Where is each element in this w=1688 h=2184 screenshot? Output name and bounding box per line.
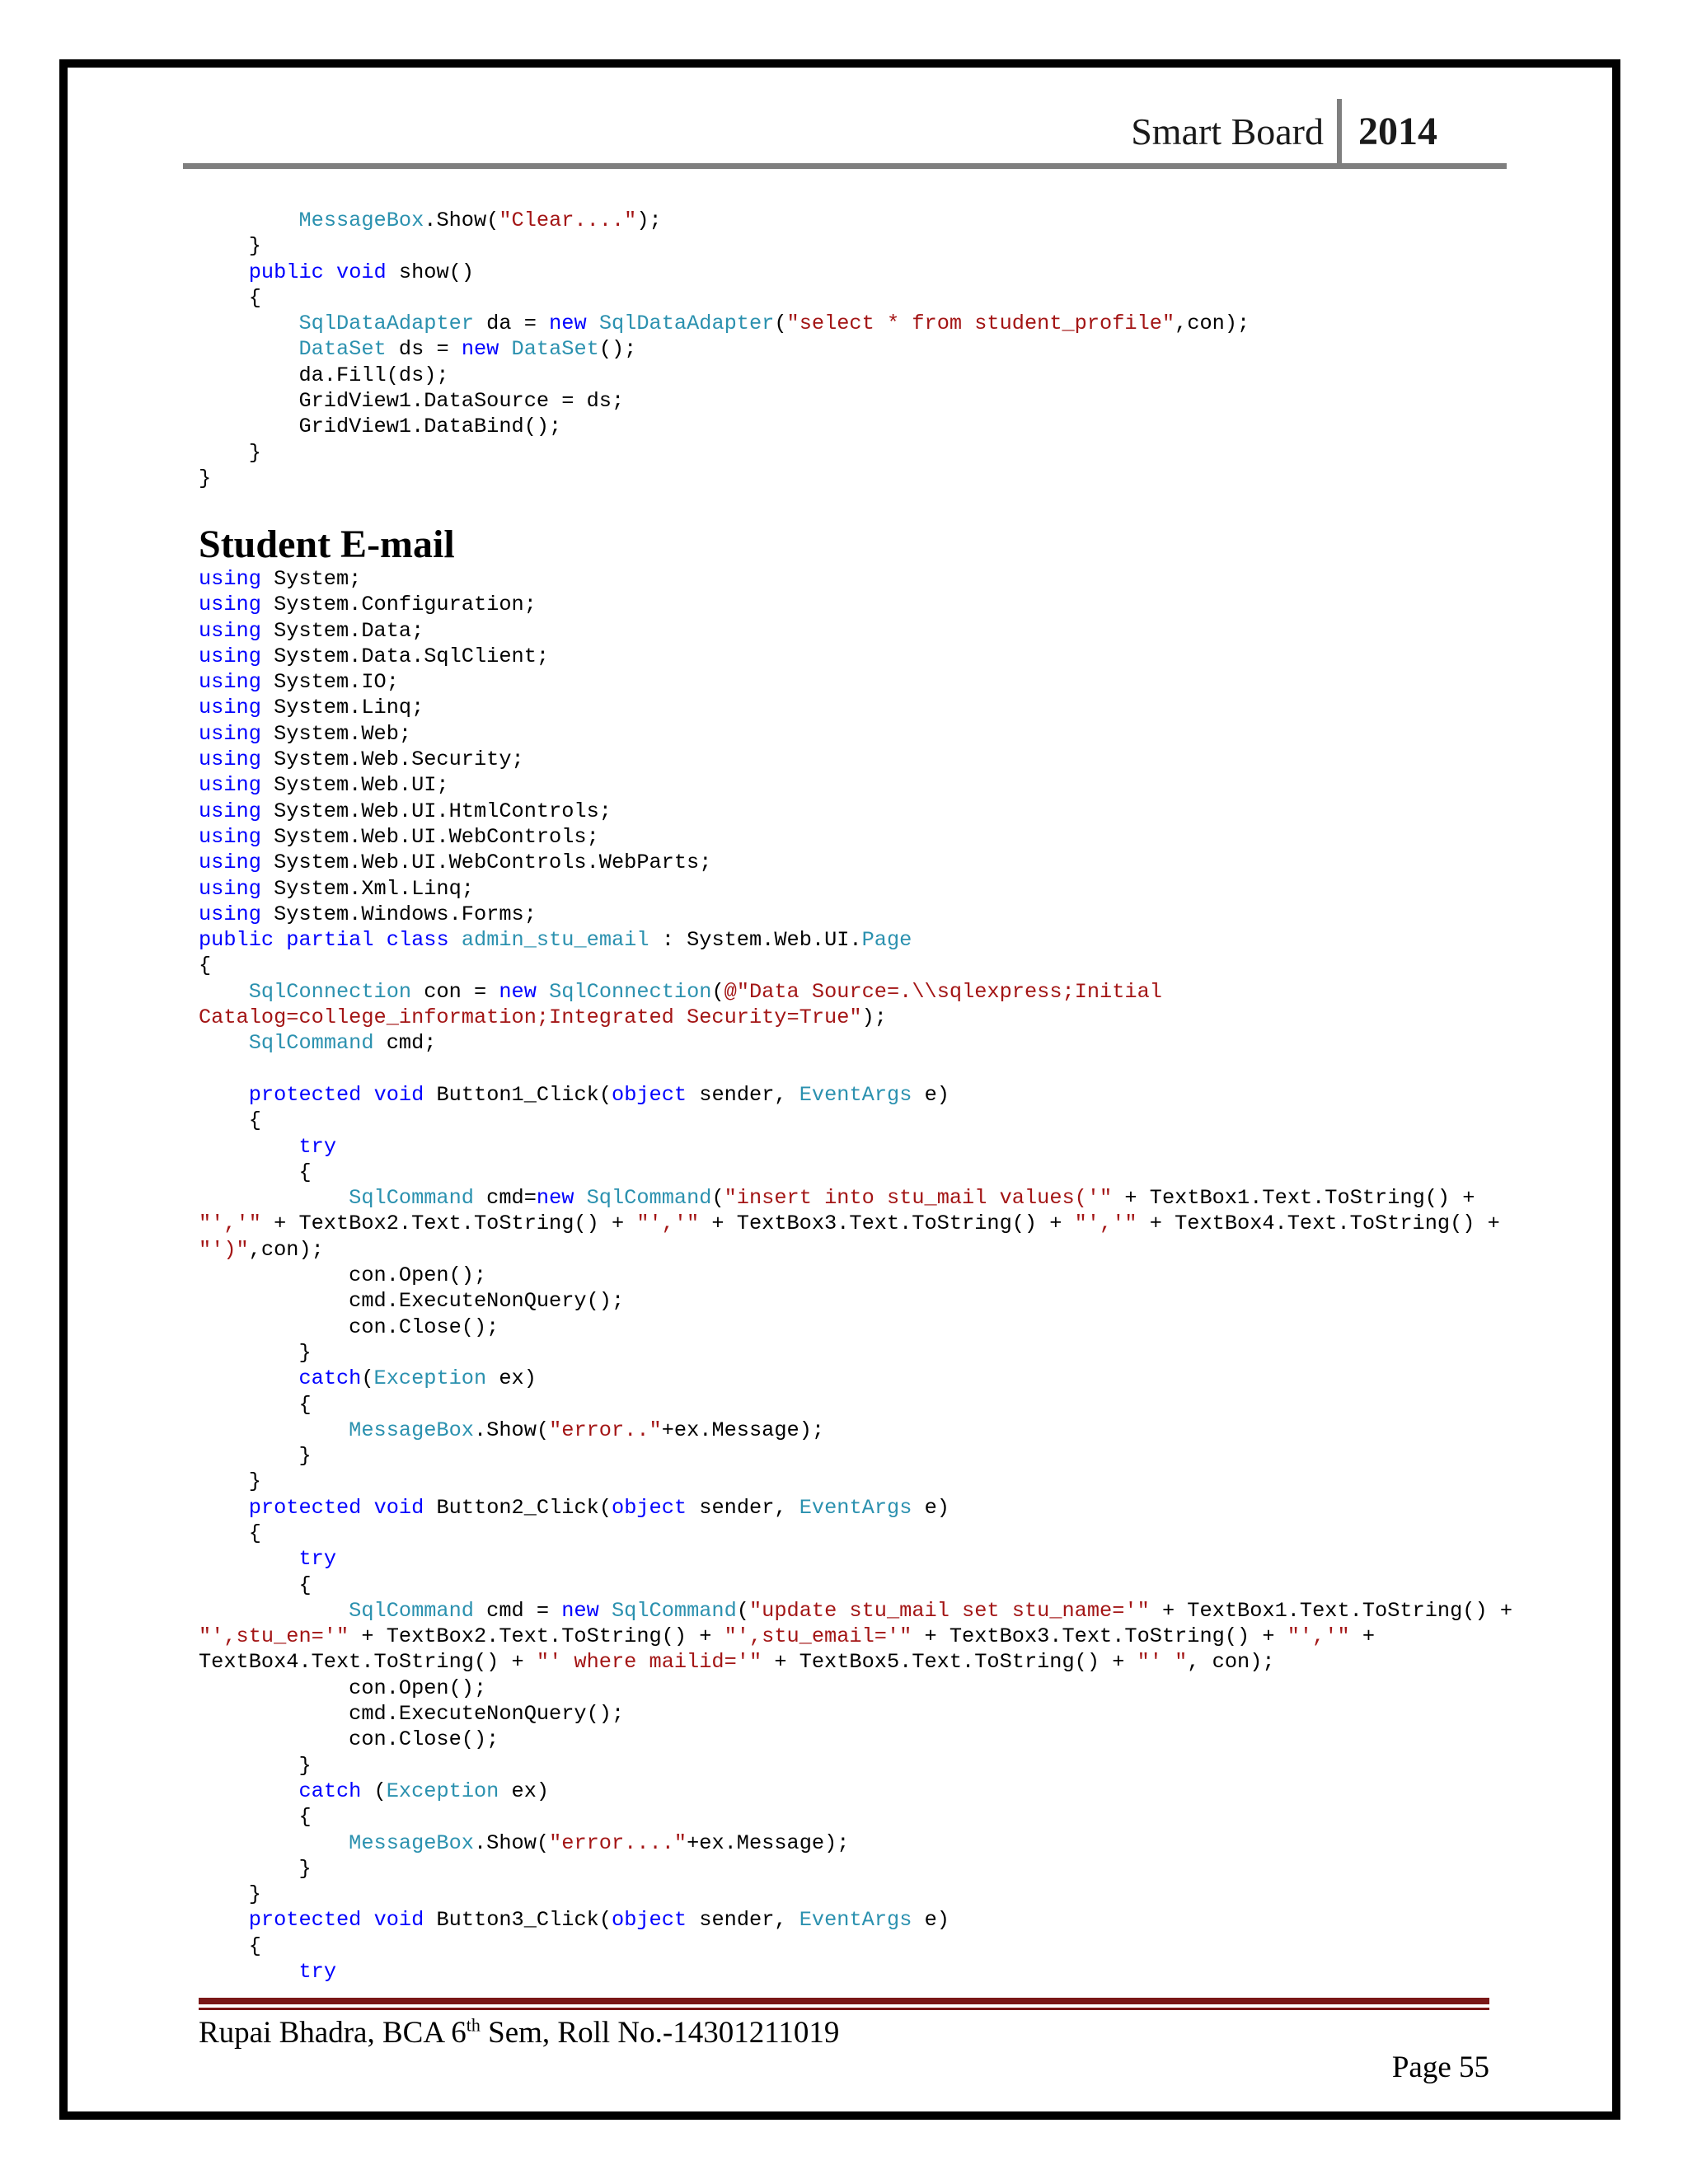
code-line: [199, 260, 474, 284]
code-token: "',stu_en='": [199, 1624, 349, 1649]
code-token: new: [499, 979, 537, 1004]
code-line: [199, 1650, 1275, 1674]
code-line: [199, 1393, 312, 1417]
code-token: System.Web.UI;: [260, 773, 449, 798]
code-line: [199, 644, 549, 668]
code-token: SqlCommand: [349, 1598, 474, 1623]
code-token: "')": [199, 1237, 249, 1262]
code-token: [537, 980, 549, 1004]
code-token: System.Web.UI.HtmlControls;: [260, 799, 612, 823]
code-token: (: [361, 1366, 374, 1391]
code-token: {: [199, 1160, 312, 1184]
code-token: [199, 337, 298, 361]
code-token: admin_stu_email: [461, 928, 649, 953]
code-token: void: [373, 1495, 424, 1520]
code-token: using: [199, 851, 261, 875]
code-token: using: [199, 567, 261, 591]
code-token: "error....": [549, 1830, 687, 1855]
code-token: (: [774, 312, 787, 336]
code-token: EventArgs: [799, 1082, 912, 1107]
code-token: Button3_Click(: [424, 1908, 612, 1933]
code-line: [199, 1521, 261, 1545]
code-token: Button1_Click(: [424, 1082, 612, 1107]
code-token: SqlCommand: [349, 1186, 474, 1211]
code-token: con.Close();: [199, 1315, 499, 1339]
code-token: }: [199, 1469, 261, 1494]
code-token: e): [912, 1495, 950, 1520]
code-token: {: [199, 1805, 312, 1830]
code-token: "' where mailid='": [536, 1650, 762, 1675]
code-token: sender,: [687, 1495, 799, 1520]
code-line: [199, 1727, 499, 1751]
code-token: [199, 1418, 349, 1442]
code-token: protected: [248, 1082, 362, 1107]
code-line: [199, 1805, 312, 1829]
code-token: ex): [499, 1779, 550, 1803]
code-token: SqlDataAdapter: [298, 312, 474, 336]
code-token: }: [199, 1753, 312, 1778]
code-token: da =: [473, 312, 550, 336]
code-token: TextBox4.Text.ToString() +: [199, 1650, 537, 1675]
code-line: [199, 286, 261, 310]
code-token: System.Web.Security;: [260, 748, 524, 772]
code-token: try: [298, 1960, 336, 1985]
code-token: [199, 209, 298, 232]
code-token: void: [373, 1082, 424, 1107]
code-line: [199, 466, 211, 490]
code-line: [199, 1186, 1475, 1210]
code-token: [199, 1599, 349, 1623]
code-token: {: [199, 285, 261, 310]
code-line: [199, 1418, 824, 1442]
code-token: Exception: [373, 1366, 487, 1391]
code-token: {: [199, 1933, 261, 1958]
code-token: using: [199, 902, 261, 926]
code-token: da.Fill(ds);: [199, 363, 449, 387]
code-token: "','": [636, 1212, 700, 1236]
code-token: ,con);: [248, 1237, 324, 1262]
code-token: protected: [248, 1908, 362, 1933]
code-line: [199, 928, 912, 952]
code-token: e): [912, 1908, 950, 1933]
code-token: catch: [298, 1366, 362, 1391]
code-token: [361, 1496, 373, 1520]
code-line: [199, 1702, 624, 1726]
code-token: using: [199, 670, 261, 695]
code-token: + TextBox1.Text.ToString() +: [1149, 1598, 1513, 1623]
code-token: [199, 1960, 298, 1984]
code-token: + TextBox1.Text.ToString() +: [1112, 1186, 1475, 1211]
code-line: [199, 1908, 950, 1932]
code-line: [199, 1469, 261, 1493]
code-line: [199, 1083, 950, 1107]
footer-author-prefix: Rupai Bhadra, BCA 6: [199, 2016, 467, 2050]
code-token: object: [612, 1908, 687, 1933]
code-line: [199, 337, 636, 361]
code-line: [199, 1444, 312, 1468]
code-line: [199, 1238, 324, 1262]
code-token: System;: [260, 567, 362, 591]
code-token: using: [199, 618, 261, 643]
code-line: [199, 1212, 1500, 1235]
code-token: class: [386, 928, 449, 953]
code-token: using: [199, 644, 261, 668]
code-line: [199, 902, 537, 926]
code-token: .Show(: [473, 1830, 550, 1855]
code-token: "','": [1287, 1624, 1350, 1649]
code-token: con.Close();: [199, 1727, 499, 1752]
code-line: [199, 696, 424, 719]
code-token: try: [298, 1134, 336, 1159]
code-token: + TextBox3.Text.ToString() +: [699, 1212, 1075, 1236]
code-token: );: [861, 1005, 887, 1030]
footer-rule-thick: [199, 1998, 1489, 2004]
code-token: [199, 1547, 298, 1571]
code-line: [199, 722, 411, 746]
code-token: + TextBox2.Text.ToString() +: [349, 1624, 724, 1649]
code-token: {: [199, 954, 212, 978]
code-token: DataSet: [298, 337, 387, 362]
code-token: "error..": [549, 1418, 662, 1442]
code-token: [599, 1599, 612, 1623]
code-token: (: [361, 1779, 387, 1803]
code-token: [199, 1031, 249, 1055]
code-line: [199, 1934, 261, 1958]
code-line: [199, 954, 211, 977]
code-line: [199, 748, 524, 771]
code-token: [574, 1186, 586, 1210]
code-line: [199, 1547, 336, 1571]
code-token: cmd.ExecuteNonQuery();: [199, 1289, 625, 1314]
code-block-student-email: [199, 566, 1512, 1985]
code-token: ex): [486, 1366, 537, 1391]
code-token: Page: [861, 928, 912, 953]
code-token: new: [561, 1598, 599, 1623]
header-year: 2014: [1358, 110, 1437, 153]
code-token: [361, 1908, 373, 1932]
code-token: sender,: [687, 1908, 799, 1933]
code-token: "Clear....": [499, 209, 637, 232]
code-line: [199, 877, 474, 901]
code-token: Catalog=college_information;Integrated Security=True": [199, 1005, 862, 1030]
code-token: con.Open();: [199, 1675, 487, 1700]
code-line: [199, 1599, 1512, 1623]
code-line: [199, 1831, 849, 1855]
code-token: public: [199, 928, 274, 953]
code-token: [199, 1083, 249, 1107]
code-token: object: [612, 1495, 687, 1520]
page-number: Page 55: [1391, 2050, 1489, 2084]
code-token: : System.Web.UI.: [649, 928, 862, 953]
code-token: cmd=: [473, 1186, 537, 1211]
code-token: using: [199, 773, 261, 798]
code-line: [199, 1779, 549, 1803]
code-token: void: [336, 260, 387, 284]
code-token: System.Configuration;: [260, 593, 537, 617]
code-token: EventArgs: [799, 1495, 912, 1520]
code-token: "update stu_mail set stu_name='": [748, 1598, 1150, 1623]
code-token: [199, 1908, 249, 1932]
code-token: "',stu_email='": [724, 1624, 912, 1649]
code-token: +ex.Message);: [687, 1830, 850, 1855]
code-line: [199, 851, 711, 874]
code-line: [199, 567, 361, 591]
code-token: MessageBox: [349, 1830, 474, 1855]
code-token: con =: [411, 979, 499, 1004]
code-token: GridView1.DataBind();: [199, 415, 562, 439]
code-token: System.Web;: [260, 721, 412, 746]
code-token: using: [199, 593, 261, 617]
code-line: [199, 773, 449, 797]
code-token: [199, 1779, 298, 1803]
code-token: [199, 1186, 349, 1210]
code-token: (: [711, 1186, 724, 1211]
code-token: [199, 1366, 298, 1390]
code-line: [199, 1289, 624, 1313]
code-token: [374, 928, 387, 952]
code-token: SqlConnection: [248, 979, 412, 1004]
code-token: SqlCommand: [248, 1031, 374, 1056]
code-line: [199, 1676, 486, 1700]
code-token: ds =: [386, 337, 462, 362]
code-line: [199, 1160, 312, 1184]
code-line: [199, 1135, 336, 1159]
code-line: [199, 1496, 950, 1520]
code-token: "','": [199, 1212, 261, 1236]
code-token: [199, 1135, 298, 1159]
code-token: Button2_Click(: [424, 1495, 612, 1520]
code-token: System.Xml.Linq;: [260, 876, 474, 901]
code-line: [199, 1315, 499, 1339]
code-token: partial: [286, 928, 374, 953]
code-token: {: [199, 1521, 261, 1545]
code-token: [587, 312, 599, 335]
code-token: [361, 1083, 373, 1107]
code-token: DataSet: [511, 337, 599, 362]
code-token: new: [549, 312, 587, 336]
footer-author: [199, 2013, 839, 2054]
code-line: [199, 799, 612, 823]
code-token: Exception: [386, 1779, 499, 1803]
code-token: [199, 980, 249, 1004]
code-token: SqlCommand: [611, 1598, 737, 1623]
code-line: [199, 980, 1162, 1004]
footer-author-superscript: th: [466, 2014, 481, 2036]
code-token: [199, 312, 298, 335]
code-line: [199, 1031, 436, 1055]
code-token: System.Windows.Forms;: [260, 902, 537, 926]
code-token: }: [199, 440, 261, 465]
code-line: [199, 593, 537, 616]
code-token: cmd =: [473, 1598, 562, 1623]
code-token: protected: [248, 1495, 362, 1520]
code-token: using: [199, 799, 261, 823]
code-token: [499, 337, 511, 361]
code-token: try: [298, 1547, 336, 1572]
code-token: System.IO;: [260, 670, 399, 695]
code-token: System.Web.UI.WebControls.WebParts;: [260, 851, 712, 875]
code-token: SqlCommand: [586, 1186, 712, 1211]
code-token: SqlConnection: [549, 979, 712, 1004]
code-line: [199, 209, 662, 232]
code-token: System.Web.UI.WebControls;: [260, 824, 599, 849]
code-token: {: [199, 1392, 312, 1417]
code-token: using: [199, 748, 261, 772]
code-line: [199, 1573, 312, 1597]
code-token: + TextBox2.Text.ToString() +: [260, 1212, 637, 1236]
code-token: sender,: [687, 1082, 799, 1107]
code-token: }: [199, 466, 212, 490]
code-line: [199, 1263, 486, 1287]
code-token: catch: [298, 1779, 362, 1803]
code-line: [199, 1960, 336, 1984]
code-token: SqlDataAdapter: [598, 312, 775, 336]
code-line: [199, 1624, 1375, 1648]
code-line: [199, 1108, 261, 1132]
code-token: object: [612, 1082, 687, 1107]
code-token: using: [199, 721, 261, 746]
code-token: cmd;: [373, 1031, 437, 1056]
code-token: [449, 928, 462, 952]
code-token: , con);: [1187, 1650, 1275, 1675]
code-token: }: [199, 1856, 312, 1881]
code-line: [199, 1857, 312, 1881]
code-token: .Show(: [473, 1418, 550, 1442]
code-line: [199, 1005, 887, 1029]
code-token: + TextBox4.Text.ToString() +: [1137, 1212, 1500, 1236]
code-token: System.Data;: [260, 618, 424, 643]
header-separator: [1337, 99, 1342, 166]
code-token: @"Data Source=.\\sqlexpress;Initial: [724, 979, 1162, 1004]
section-heading: Student E-mail: [199, 523, 455, 566]
code-token: EventArgs: [799, 1908, 912, 1933]
code-token: System.Linq;: [260, 696, 424, 720]
code-line: [199, 312, 1250, 335]
code-line: [199, 389, 624, 413]
code-token: void: [373, 1908, 424, 1933]
code-token: .Show(: [424, 209, 499, 232]
code-token: [199, 260, 249, 284]
code-token: e): [912, 1082, 950, 1107]
code-token: {: [199, 1108, 261, 1133]
code-line: [199, 1754, 312, 1778]
code-line: [199, 670, 399, 694]
code-token: new: [536, 1186, 574, 1211]
code-token: new: [461, 337, 499, 362]
code-token: "' ": [1137, 1650, 1188, 1675]
code-token: [199, 1496, 249, 1520]
code-line: [199, 441, 261, 465]
code-block-show-method: [199, 208, 1250, 491]
code-line: [199, 415, 561, 438]
code-token: ();: [598, 337, 637, 362]
code-token: }: [199, 1444, 312, 1469]
code-token: {: [199, 1572, 312, 1597]
code-token: con.Open();: [199, 1263, 487, 1288]
footer-rule-thin: [199, 2008, 1489, 2010]
code-token: [199, 1831, 349, 1855]
code-line: [199, 825, 599, 849]
code-token: }: [199, 234, 261, 259]
code-token: public: [248, 260, 324, 284]
code-token: [324, 260, 336, 284]
code-token: [274, 928, 286, 952]
code-token: (: [736, 1598, 749, 1623]
code-token: ,con);: [1175, 312, 1250, 336]
code-token: );: [636, 209, 662, 232]
code-token: System.Data.SqlClient;: [260, 644, 550, 668]
code-token: }: [199, 1882, 261, 1907]
code-token: + TextBox5.Text.ToString() +: [762, 1650, 1137, 1675]
code-line: [199, 1366, 537, 1390]
code-line: [199, 234, 261, 258]
code-token: using: [199, 876, 261, 901]
code-token: "','": [1074, 1212, 1137, 1236]
code-token: +ex.Message);: [661, 1418, 825, 1442]
code-token: "insert into stu_mail values('": [724, 1186, 1113, 1211]
code-token: (: [711, 979, 724, 1004]
code-token: + TextBox3.Text.ToString() +: [912, 1624, 1287, 1649]
code-token: cmd.ExecuteNonQuery();: [199, 1702, 625, 1727]
code-token: GridView1.DataSource = ds;: [199, 389, 625, 414]
code-token: MessageBox: [349, 1418, 474, 1442]
header-rule: [183, 163, 1507, 169]
code-token: "select * from student_profile": [786, 312, 1175, 336]
code-token: +: [1349, 1624, 1376, 1649]
code-token: using: [199, 824, 261, 849]
code-token: MessageBox: [298, 209, 424, 232]
code-line: [199, 1341, 312, 1365]
code-token: }: [199, 1340, 312, 1365]
code-line: [199, 363, 449, 387]
code-token: using: [199, 696, 261, 720]
code-line: [199, 619, 424, 643]
code-line: [199, 1882, 261, 1906]
header-title: Smart Board: [1131, 110, 1324, 152]
code-token: show(): [386, 260, 475, 284]
footer-author-suffix: Sem, Roll No.-14301211019: [480, 2016, 840, 2050]
